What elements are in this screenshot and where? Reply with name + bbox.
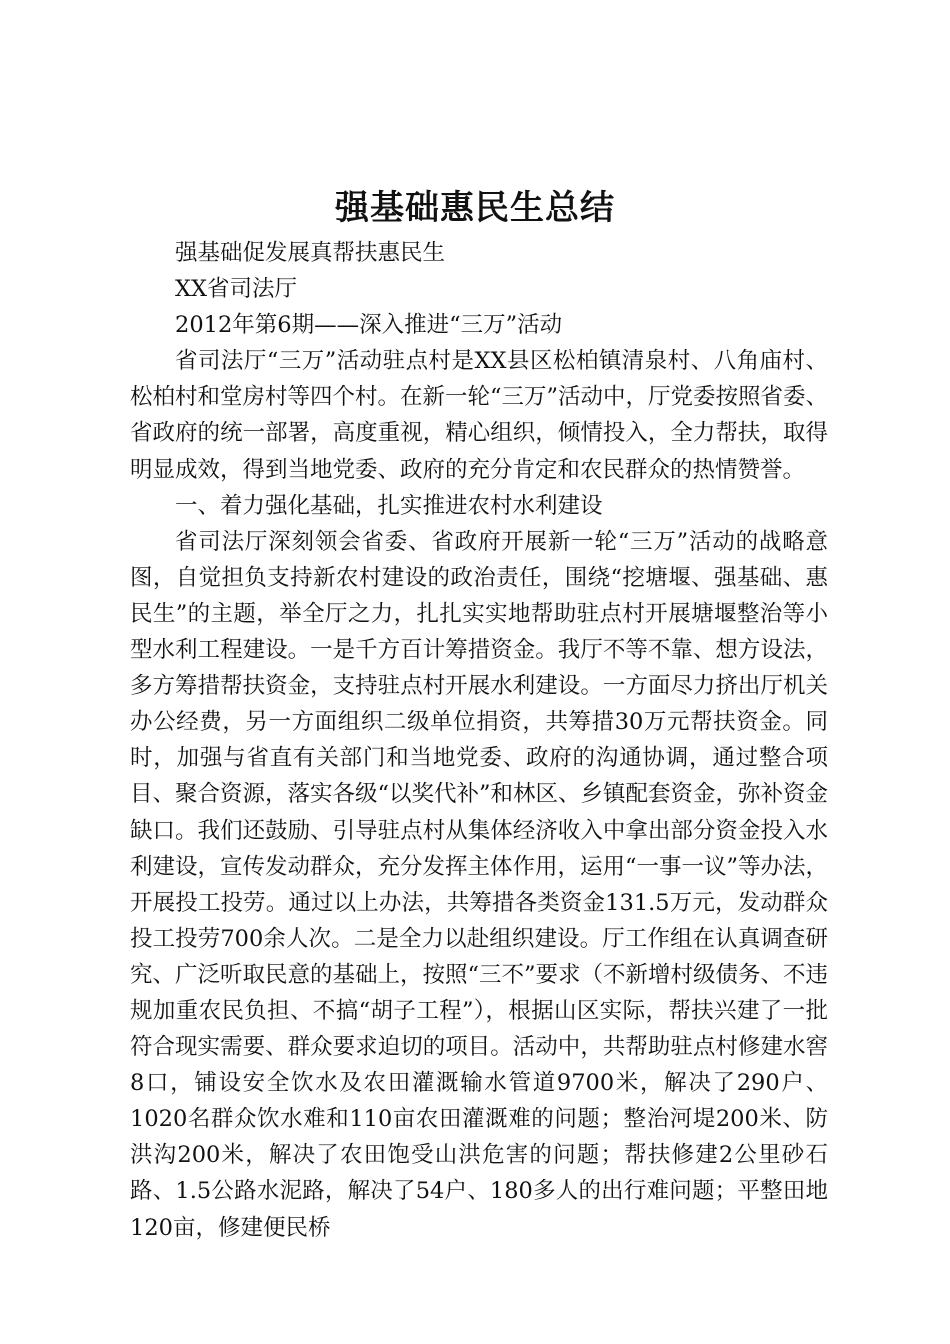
document-title: 强基础惠民生总结 xyxy=(335,188,615,228)
issue-paragraph: 2012年第6期——深入推进“三万”活动 xyxy=(175,312,563,339)
section-heading: 一、着力强化基础，扎实推进农村水利建设 xyxy=(175,492,603,519)
section-body-paragraph: 省司法厅深刻领会省委、省政府开展新一轮“三万”活动的战略意图，自觉担负支持新农村建设的政治责任，围绕“挖塘堰、强基础、惠民生”的主题，举全厅之力，扎扎实实地帮助驻点村开展塘堰整治等小型水利工程建设。一是千方百计筹措资金。我厅不等不靠、想方设法，多方筹措帮扶资金，支持驻点村开展水利建设。一方面尽力挤出厅机关办公经费，另一方面组织二级单位捐资，共筹措30万元帮扶资金。同时，加强与省直有关部门和当地党委、政府的沟通协调，通过整合项目、聚合资源，落实各级“以奖代补”和林区、乡镇配套资金，弥补资金缺口。我们还鼓励、引导驻点村从集体经济收入中拿出部分资金投入水利建设，宣传发动群众，充分发挥主体作用，运用“一事一议”等办法，开展投工投劳。通过以上办法，共筹措各类资金131.5万元，发动群众投工投劳700余人次。二是全力以赴组织建设。厅工作组在认真调查研究、广泛听取民意的基础上，按照“三不”要求（不新增村级债务、不违规加重农民负担、不搞“胡子工程”），根据山区实际，帮扶兴建了一批符合现实需要、群众要求迫切的项目。活动中，共帮助驻点村修建水窖8口，铺设安全饮水及农田灌溉输水管道9700米，解决了290户、1020名群众饮水难和110亩农田灌溉难的问题；整治河堤200米、防洪沟200米，解决了农田饱受山洪危害的问题；帮扶修建2公里砂石路、1.5公路水泥路，解决了54户、180多人的出行难问题；平整田地120亩，修建便民桥 xyxy=(130,528,829,1241)
document-body xyxy=(130,235,828,1246)
subtitle-paragraph: 强基础促发展真帮扶惠民生 xyxy=(175,240,446,266)
intro-paragraph: 省司法厅“三万”活动驻点村是XX县区松柏镇清泉村、八角庙村、松柏村和堂房村等四个村。在新一轮“三万”活动中，厅党委按照省委、省政府的统一部署，高度重视，精心组织，倾情投入，全力帮扶，取得明显成效，得到当地党委、政府的充分肯定和农民群众的热情赞誉。 xyxy=(130,348,829,483)
author-paragraph: XX省司法厅 xyxy=(175,276,298,303)
